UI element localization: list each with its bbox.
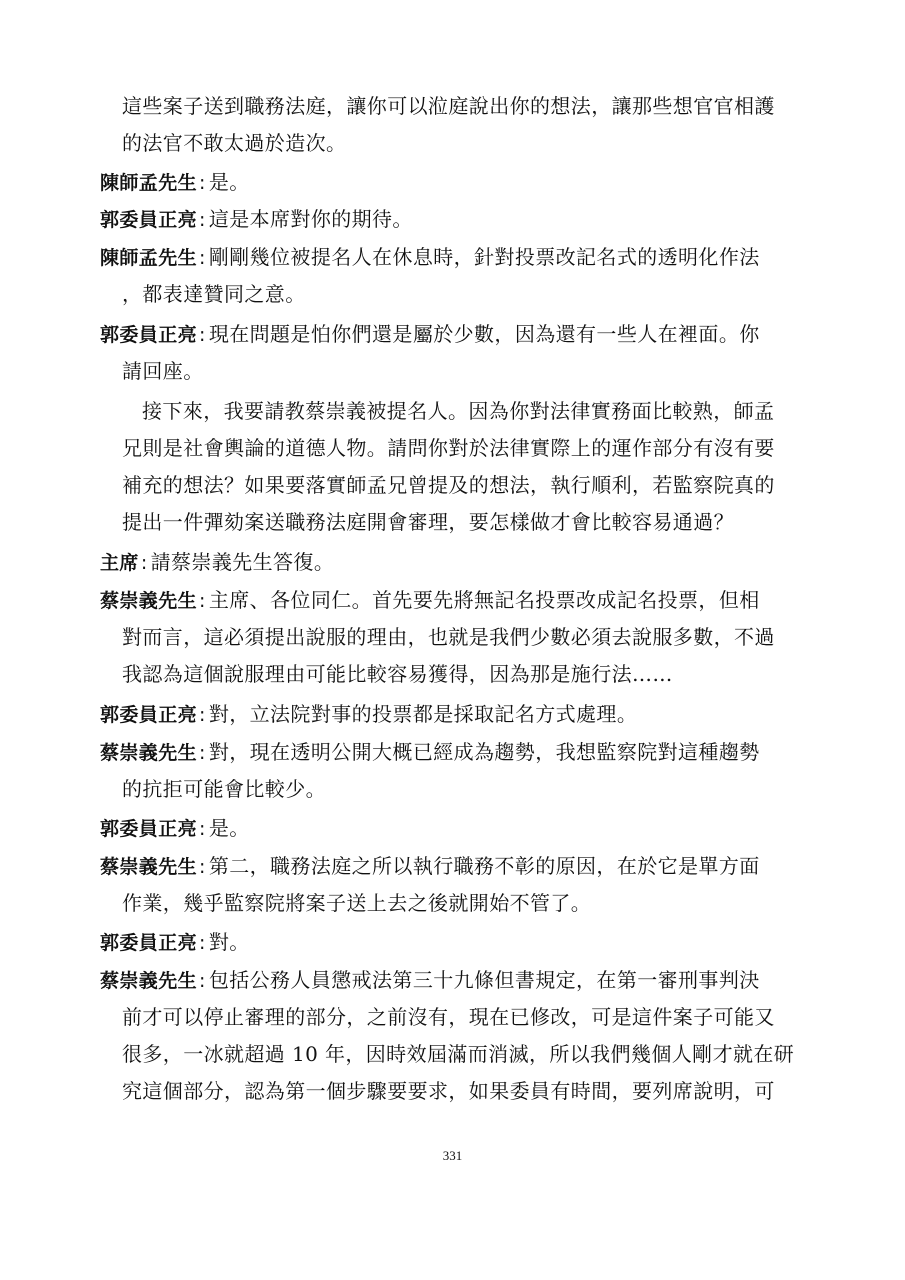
utterance-text: 這是本席對你的期待。 bbox=[208, 207, 413, 231]
utterance-text: 我認為這個說服理由可能比較容易獲得，因為那是施行法…… bbox=[122, 662, 673, 686]
text-line: 的法官不敢太過於造次。 bbox=[122, 131, 347, 155]
speaker-colon: : bbox=[199, 818, 206, 840]
transcript-entry bbox=[100, 316, 820, 390]
transcript-entry bbox=[100, 582, 820, 693]
utterance-text: 很多，一冰就超過 10 年，因時效屆滿而消滅，所以我們幾個人剛才就在研 bbox=[122, 1042, 795, 1066]
text-line: 兄則是社會輿論的道德人物。請問你對於法律實際上的運作部分有沒有要 bbox=[122, 436, 775, 460]
continued-paragraph bbox=[100, 88, 820, 162]
speaker-name: 蔡崇義先生 bbox=[100, 856, 198, 878]
speaker-name: 郭委員正亮 bbox=[100, 209, 198, 231]
speaker-colon: : bbox=[199, 742, 206, 764]
speaker-colon: : bbox=[199, 172, 206, 194]
transcript-entry bbox=[100, 544, 820, 581]
utterance-text: 對，立法院對事的投票都是採取記名方式處理。 bbox=[208, 702, 638, 726]
utterance-text: 對。 bbox=[208, 930, 250, 954]
transcript-entry bbox=[100, 239, 820, 313]
transcript-entry bbox=[100, 164, 820, 201]
utterance-text: 的抗拒可能會比較少。 bbox=[122, 777, 326, 801]
speaker-colon: : bbox=[199, 247, 206, 269]
speaker-name: 主席 bbox=[100, 552, 139, 574]
utterance-text: ，都表達贊同之意。 bbox=[122, 282, 306, 306]
speaker-name: 郭委員正亮 bbox=[100, 818, 198, 840]
speaker-name: 蔡崇義先生 bbox=[100, 970, 198, 992]
speaker-colon: : bbox=[199, 856, 206, 878]
speaker-colon: : bbox=[199, 590, 206, 612]
indented-paragraph bbox=[100, 393, 820, 541]
utterance-text: 作業，幾乎監察院將案子送上去之後就開始不管了。 bbox=[122, 891, 592, 915]
speaker-colon: : bbox=[199, 970, 206, 992]
utterance-text: 主席、各位同仁。首先要先將無記名投票改成記名投票，但相 bbox=[208, 588, 760, 612]
speaker-name: 陳師孟先生 bbox=[100, 172, 198, 194]
speaker-name: 郭委員正亮 bbox=[100, 324, 198, 346]
text-line: 補充的想法？如果要落實師孟兄曾提及的想法，執行順利，若監察院真的 bbox=[122, 473, 775, 497]
page-number: 331 bbox=[442, 1148, 463, 1163]
speaker-colon: : bbox=[199, 324, 206, 346]
utterance-text: 請蔡崇義先生答復。 bbox=[150, 550, 335, 574]
transcript-entry bbox=[100, 848, 820, 922]
text-line: 接下來，我要請教蔡崇義被提名人。因為你對法律實務面比較熟，師孟 bbox=[142, 399, 775, 423]
transcript-entry bbox=[100, 924, 820, 961]
text-line: 提出一件彈劾案送職務法庭開會審理，要怎樣做才會比較容易通過？ bbox=[122, 510, 734, 534]
speaker-colon: : bbox=[199, 704, 206, 726]
speaker-colon: : bbox=[140, 552, 148, 574]
speaker-name: 郭委員正亮 bbox=[100, 704, 198, 726]
transcript-entry bbox=[100, 201, 820, 238]
utterance-text: 是。 bbox=[208, 170, 250, 194]
speaker-name: 陳師孟先生 bbox=[100, 247, 198, 269]
utterance-text: 是。 bbox=[208, 816, 250, 840]
speaker-name: 郭委員正亮 bbox=[100, 932, 198, 954]
utterance-text: 請回座。 bbox=[122, 359, 204, 383]
utterance-text: 第二，職務法庭之所以執行職務不彰的原因，在於它是單方面 bbox=[208, 854, 760, 878]
speaker-name: 蔡崇義先生 bbox=[100, 590, 198, 612]
transcript-entry bbox=[100, 810, 820, 847]
utterance-text: 究這個部分，認為第一個步驟要要求，如果委員有時間，要列席說明，可 bbox=[122, 1079, 775, 1103]
speaker-name: 蔡崇義先生 bbox=[100, 742, 198, 764]
transcript-entry bbox=[100, 734, 820, 808]
speaker-colon: : bbox=[199, 932, 206, 954]
utterance-text: 現在問題是怕你們還是屬於少數，因為還有一些人在裡面。你 bbox=[208, 322, 760, 346]
text-line: 這些案子送到職務法庭，讓你可以涖庭說出你的想法，讓那些想官官相護 bbox=[122, 94, 775, 118]
utterance-text: 剛剛幾位被提名人在休息時，針對投票改記名式的透明化作法 bbox=[208, 245, 760, 269]
utterance-text: 前才可以停止審理的部分，之前沒有，現在已修改，可是這件案子可能又 bbox=[122, 1005, 775, 1029]
utterance-text: 對，現在透明公開大概已經成為趨勢，我想監察院對這種趨勢 bbox=[208, 740, 760, 764]
utterance-text: 包括公務人員懲戒法第三十九條但書規定，在第一審刑事判決 bbox=[208, 968, 760, 992]
speaker-colon: : bbox=[199, 209, 206, 231]
transcript-entry bbox=[100, 696, 820, 733]
utterance-text: 對而言，這必須提出說服的理由，也就是我們少數必須去說服多數，不過 bbox=[122, 625, 775, 649]
transcript-entry bbox=[100, 962, 820, 1110]
